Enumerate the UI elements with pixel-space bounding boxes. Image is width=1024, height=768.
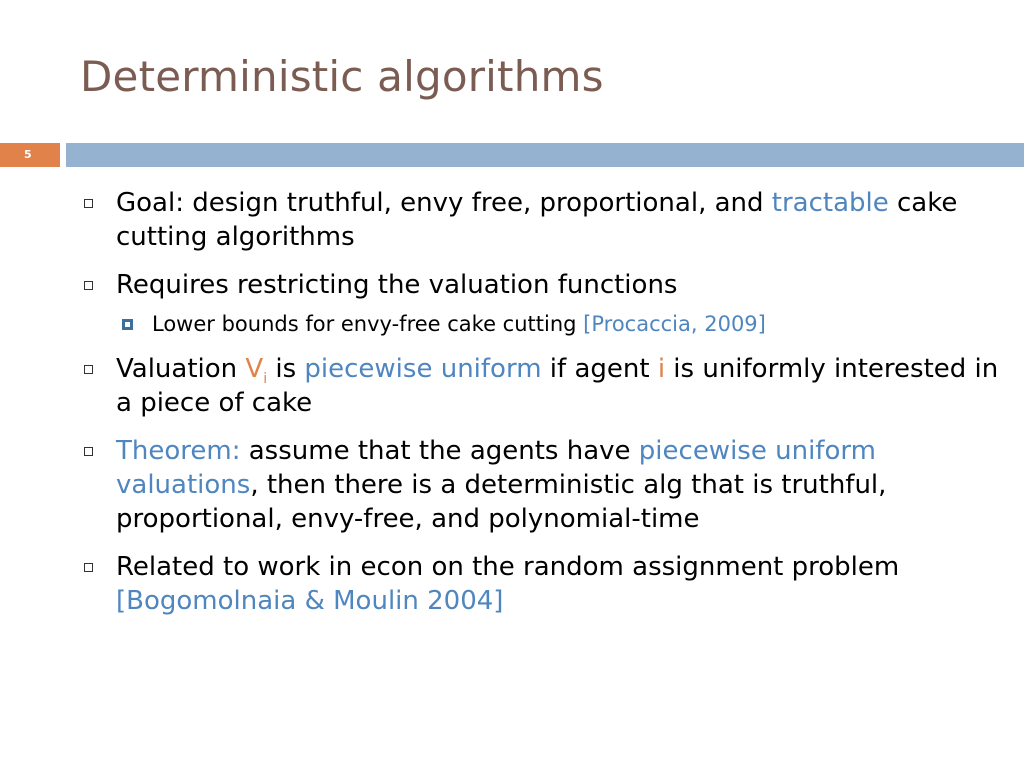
square-bullet-icon (84, 447, 93, 456)
bullet-text: cake cutting algorithms (116, 188, 958, 252)
variable-v-subscript: i (263, 371, 268, 388)
highlight-text: piecewise uniform valuations (116, 436, 876, 500)
square-bullet-icon (84, 365, 93, 374)
subbullet-lower-bounds (82, 310, 1002, 338)
bullet-valuation (82, 352, 1002, 420)
bullet-text: is uniformly interested in a piece of cake (116, 354, 999, 418)
bullet-text: Valuation (116, 354, 246, 384)
bullet-text: Related to work in econ on the random assignment problem (116, 552, 900, 582)
bullet-requires (82, 268, 1002, 302)
slide-title: Deterministic algorithms (80, 52, 604, 101)
highlight-text: tractable (771, 188, 889, 218)
highlight-text: piecewise uniform (304, 354, 542, 384)
variable-i: i (657, 354, 666, 384)
citation-text: [Bogomolnaia & Moulin 2004] (116, 586, 504, 616)
square-bullet-icon (84, 199, 93, 208)
bullet-goal (82, 186, 1002, 254)
bullet-text: if agent (541, 354, 658, 384)
bullet-related (82, 550, 1002, 618)
slide-content (82, 186, 1002, 632)
square-bullet-icon (84, 563, 93, 572)
subbullet-text: Lower bounds for envy-free cake cutting (152, 312, 584, 336)
variable-v: V (245, 354, 264, 384)
bullet-text: , then there is a deterministic alg that is truthful, proportional, envy-free, and polynomial-time (116, 470, 887, 534)
slide-number: 5 (0, 143, 60, 167)
bullet-text: Goal: design truthful, envy free, proportional, and (116, 188, 772, 218)
bullet-text: assume that the agents have (240, 436, 639, 466)
theorem-label: Theorem: (116, 436, 241, 466)
bullet-theorem (82, 434, 1002, 536)
bullet-text: Requires restricting the valuation functions (116, 270, 678, 300)
citation-text: [Procaccia, 2009] (583, 312, 766, 336)
filled-square-bullet-icon (122, 319, 133, 330)
square-bullet-icon (84, 281, 93, 290)
bullet-text: is (267, 354, 305, 384)
header-band (66, 143, 1024, 167)
